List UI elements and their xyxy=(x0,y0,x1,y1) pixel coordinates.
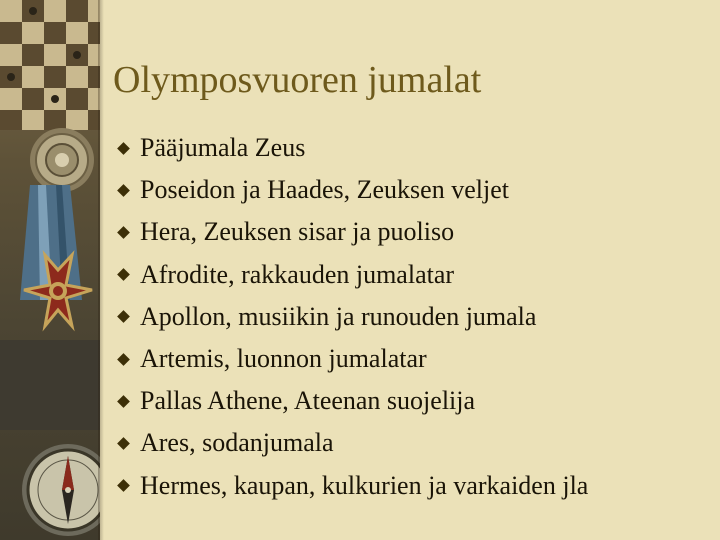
bullet-item xyxy=(117,338,588,380)
rosette-icon xyxy=(30,128,94,192)
bullet-item xyxy=(117,127,588,169)
bullet-item xyxy=(117,211,588,253)
strip-shadow xyxy=(98,0,104,540)
diamond-bullet-icon xyxy=(117,226,130,239)
bullet-list xyxy=(117,127,588,507)
bullet-text: Hermes, kaupan, kulkurien ja varkaiden jla xyxy=(140,470,589,500)
diamond-bullet-icon xyxy=(117,437,130,450)
bullet-item xyxy=(117,254,588,296)
bullet-item xyxy=(117,169,588,211)
bullet-item xyxy=(117,380,588,422)
diamond-bullet-icon xyxy=(117,310,130,323)
diamond-bullet-icon xyxy=(117,142,130,155)
slide-title: Olymposvuoren jumalat xyxy=(113,59,482,101)
chessboard-icon xyxy=(0,0,100,130)
bullet-text: Pallas Athene, Ateenan suojelija xyxy=(140,386,476,416)
bullet-text: Artemis, luonnon jumalatar xyxy=(140,344,427,374)
diamond-bullet-icon xyxy=(117,395,130,408)
bullet-item xyxy=(117,422,588,464)
decorative-photo-strip xyxy=(0,0,100,540)
diamond-bullet-icon xyxy=(117,479,130,492)
diamond-bullet-icon xyxy=(117,353,130,366)
bullet-text: Afrodite, rakkauden jumalatar xyxy=(140,259,455,289)
bullet-text: Hera, Zeuksen sisar ja puoliso xyxy=(140,217,455,247)
bullet-item xyxy=(117,296,588,338)
bullet-text: Poseidon ja Haades, Zeuksen veljet xyxy=(140,175,509,205)
bullet-text: Apollon, musiikin ja runouden jumala xyxy=(140,301,537,331)
bullet-item xyxy=(117,465,588,507)
bullet-text: Pääjumala Zeus xyxy=(140,133,306,163)
diamond-bullet-icon xyxy=(117,184,130,197)
diamond-bullet-icon xyxy=(117,268,130,281)
bullet-text: Ares, sodanjumala xyxy=(140,428,334,458)
compass-icon xyxy=(22,444,100,536)
